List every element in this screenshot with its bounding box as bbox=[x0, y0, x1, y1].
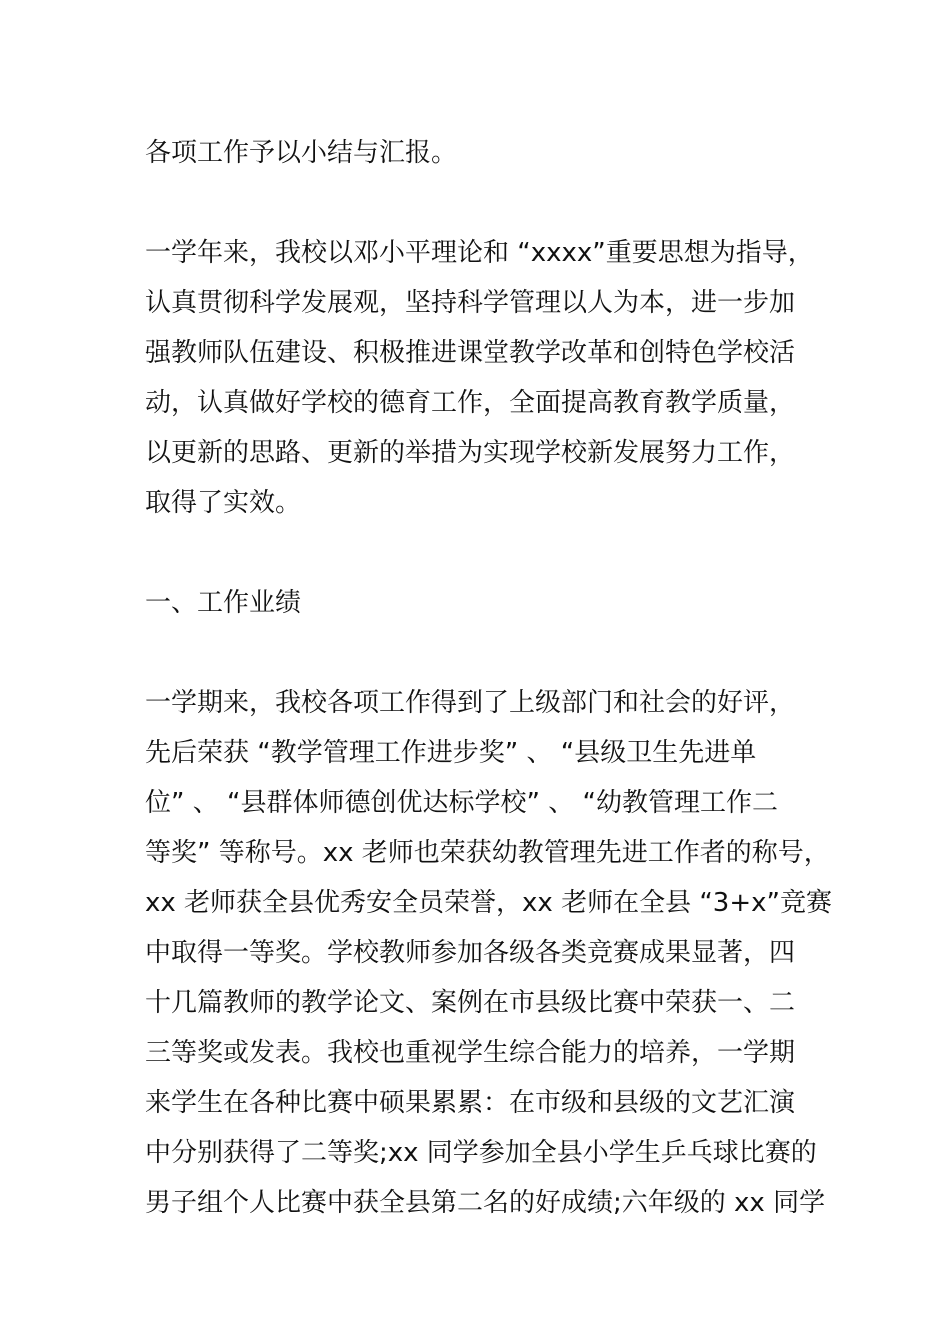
section-heading: 一、工作业绩 bbox=[145, 588, 302, 618]
paragraph-1 bbox=[145, 228, 825, 528]
paragraph-1-line: 动，认真做好学校的德育工作，全面提高教育教学质量， bbox=[145, 388, 796, 418]
paragraph-2-line: 中取得一等奖。学校教师参加各级各类竞赛成果显著，四 bbox=[145, 938, 796, 968]
paragraph-1-line: 一学年来，我校以邓小平理论和 “xxxx”重要思想为指导， bbox=[145, 238, 814, 268]
paragraph-2-line: xx 老师获全县优秀安全员荣誉，xx 老师在全县 “3+x”竞赛 bbox=[145, 888, 832, 918]
paragraph-2-line: 中分别获得了二等奖;xx 同学参加全县小学生乒乓球比赛的 bbox=[145, 1138, 817, 1168]
paragraph-2-line: 等奖” 等称号。xx 老师也荣获幼教管理先进工作者的称号， bbox=[145, 838, 830, 868]
paragraph-2 bbox=[145, 678, 832, 1228]
intro-line: 各项工作予以小结与汇报。 bbox=[145, 138, 458, 168]
paragraph-2-line: 男子组个人比赛中获全县第二名的好成绩;六年级的 xx 同学 bbox=[145, 1188, 826, 1218]
paragraph-2-line: 来学生在各种比赛中硕果累累：在市级和县级的文艺汇演 bbox=[145, 1088, 796, 1118]
document-body bbox=[145, 128, 832, 1228]
paragraph-1-line: 以更新的思路、更新的举措为实现学校新发展努力工作， bbox=[145, 438, 796, 468]
paragraph-gap bbox=[145, 178, 825, 228]
paragraph-2-line: 先后荣获 “教学管理工作进步奖” 、 “县级卫生先进单 bbox=[145, 738, 757, 768]
paragraph-2-line: 三等奖或发表。我校也重视学生综合能力的培养，一学期 bbox=[145, 1038, 796, 1068]
paragraph-1-line: 认真贯彻科学发展观，坚持科学管理以人为本，进一步加 bbox=[145, 288, 796, 318]
paragraph-gap bbox=[145, 528, 825, 578]
paragraph-gap bbox=[145, 628, 825, 678]
paragraph-2-line: 位” 、 “县群体师德创优达标学校” 、 “幼教管理工作二 bbox=[145, 788, 778, 818]
paragraph-1-line: 强教师队伍建设、积极推进课堂教学改革和创特色学校活 bbox=[145, 338, 796, 368]
paragraph-2-line: 十几篇教师的教学论文、案例在市县级比赛中荣获一、二 bbox=[145, 988, 796, 1018]
paragraph-1-line: 取得了实效。 bbox=[145, 488, 302, 518]
paragraph-2-line: 一学期来，我校各项工作得到了上级部门和社会的好评， bbox=[145, 688, 796, 718]
